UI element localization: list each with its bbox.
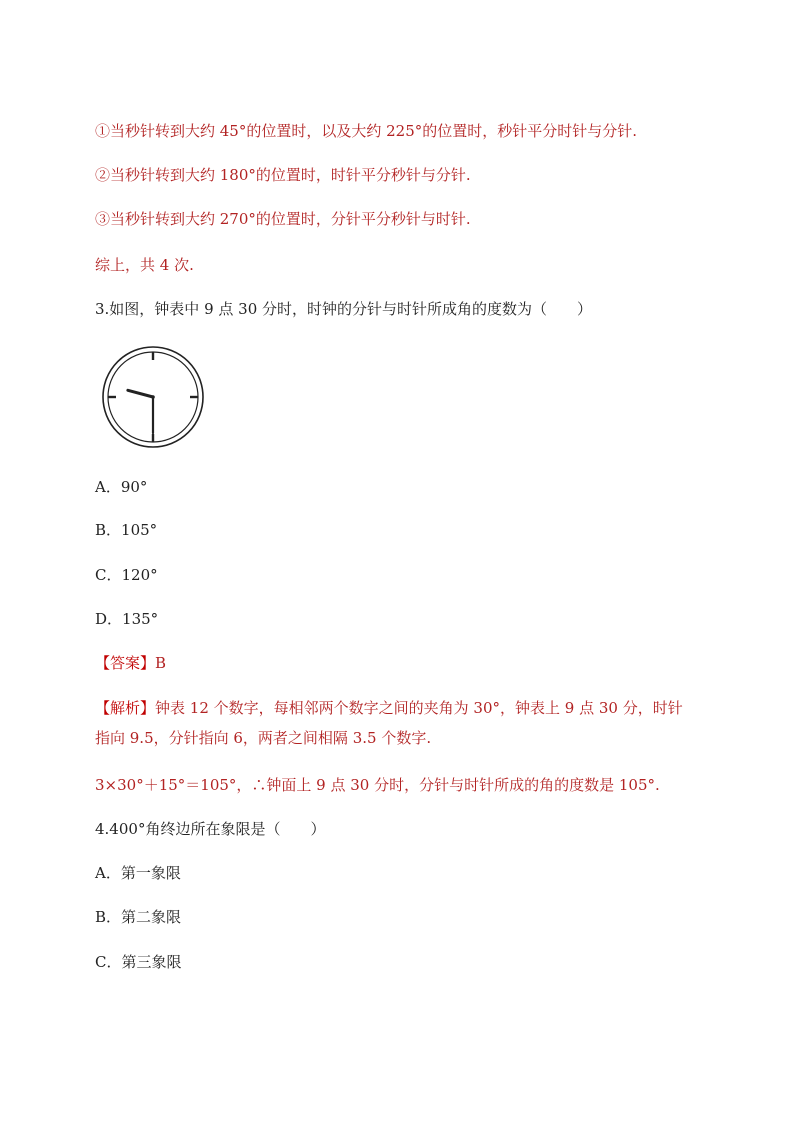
answer-value: B (155, 654, 167, 672)
clock-center-pin (151, 395, 155, 399)
question-4-option-a: A．第一象限 (95, 864, 181, 882)
question-3-analysis (95, 693, 705, 753)
question-3-option-a: A．90° (95, 478, 148, 496)
solution-summary: 综上，共 4 次. (95, 256, 194, 274)
question-3-answer (95, 652, 166, 674)
question-4-stem: 4.400°角终边所在象限是（ ） (95, 820, 326, 838)
analysis-tag: 【解析】 (95, 699, 156, 717)
question-4-option-c: C．第三象限 (95, 953, 182, 971)
analysis-line-3: 3×30°＋15°＝105°，∴钟面上 9 点 30 分时，分针与时针所成的角的度数是 105°. (95, 776, 660, 794)
solution-line-2: ②当秒针转到大约 180°的位置时，时针平分秒针与分针. (95, 166, 471, 184)
question-4-option-b: B．第二象限 (95, 908, 182, 926)
question-3-option-d: D．135° (95, 610, 159, 628)
solution-line-1: ①当秒针转到大约 45°的位置时，以及大约 225°的位置时，秒针平分时针与分针. (95, 122, 638, 140)
question-3-stem: 3.如图，钟表中 9 点 30 分时，时钟的分针与时针所成角的度数为（ ） (95, 300, 593, 318)
analysis-line-1: 钟表 12 个数字，每相邻两个数字之间的夹角为 30°，钟表上 9 点 30 分，时针 (155, 699, 683, 717)
answer-tag: 【答案】 (95, 654, 156, 672)
question-3-option-c: C．120° (95, 566, 158, 584)
question-3-option-b: B．105° (95, 521, 158, 539)
solution-line-3: ③当秒针转到大约 270°的位置时，分针平分秒针与时针. (95, 210, 471, 228)
clock-figure (101, 345, 205, 449)
analysis-line-2: 指向 9.5，分针指向 6，两者之间相隔 3.5 个数字. (95, 729, 432, 747)
